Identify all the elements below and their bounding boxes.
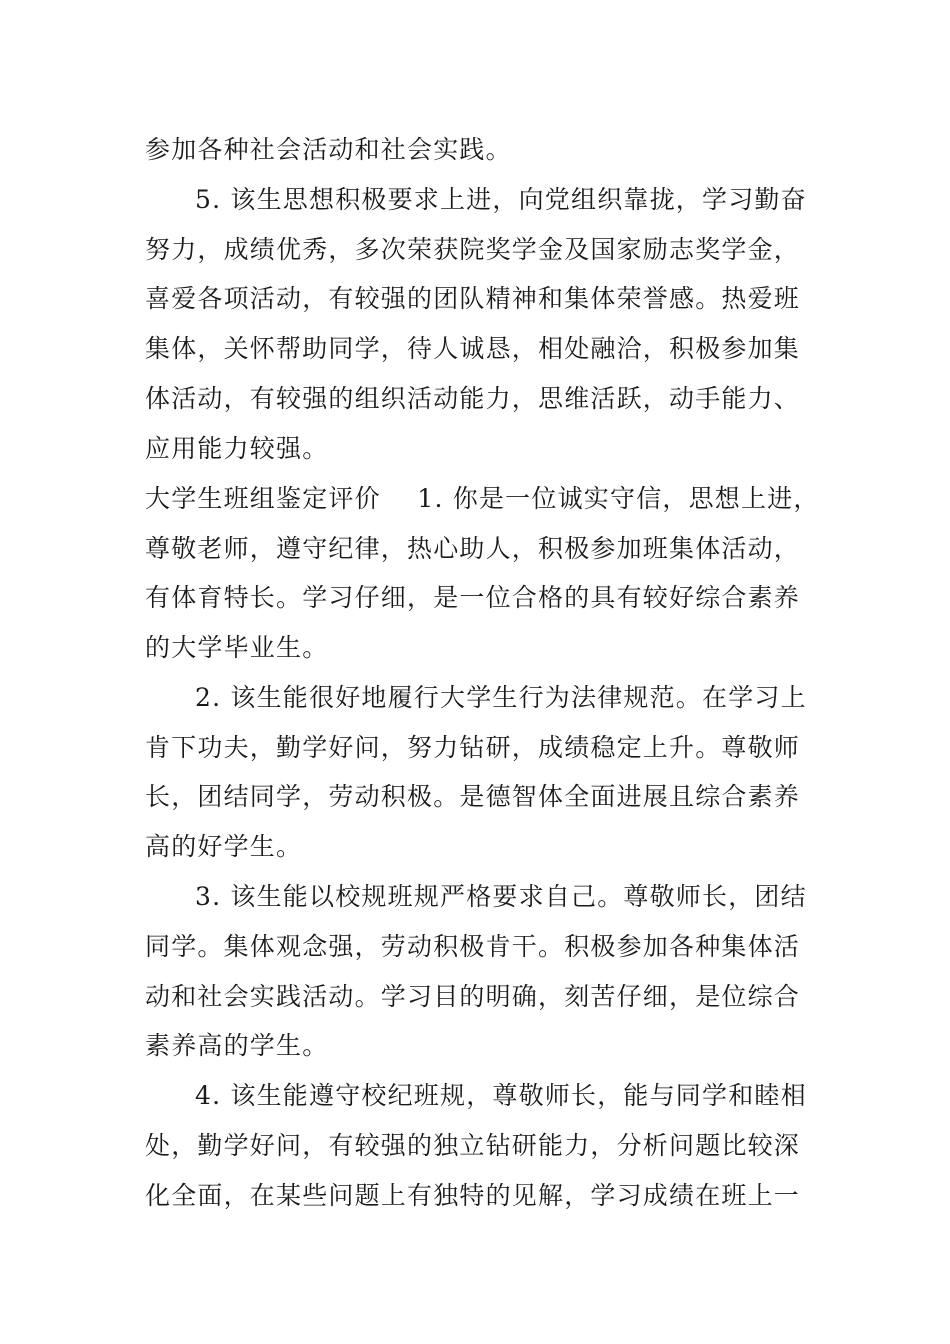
section-heading-line: 大学生班组鉴定评价 1. 你是一位诚实守信，思想上进， (145, 484, 820, 513)
text-line: 处，勤学好问，有较强的独立钻研能力，分析问题比较深 (145, 1131, 801, 1160)
text-line: 肯下功夫，勤学好问，努力钻研，成绩稳定上升。尊敬师 (145, 733, 801, 762)
text-line: 化全面，在某些问题上有独特的见解，学习成绩在班上一 (145, 1181, 801, 1210)
text-line: 尊敬老师，遵守纪律，热心助人，积极参加班集体活动， (145, 534, 801, 563)
text-line: 喜爱各项活动，有较强的团队精神和集体荣誉感。热爱班 (145, 284, 801, 313)
text-line: 应用能力较强。 (145, 434, 329, 463)
text-line: 努力，成绩优秀，多次荣获院奖学金及国家励志奖学金， (145, 235, 801, 264)
text-line: 的大学毕业生。 (145, 633, 329, 662)
text-line: 高的好学生。 (145, 832, 303, 861)
text-line: 有体育特长。学习仔细，是一位合格的具有较好综合素养 (145, 583, 801, 612)
text-line: 长，团结同学，劳动积极。是德智体全面进展且综合素养 (145, 782, 801, 811)
text-line: 素养高的学生。 (145, 1031, 329, 1060)
text-line: 同学。集体观念强，劳动积极肯干。积极参加各种集体活 (145, 932, 801, 961)
text-line: 体活动，有较强的组织活动能力，思维活跃，动手能力、 (145, 384, 801, 413)
text-line: 参加各种社会活动和社会实践。 (145, 135, 512, 164)
text-line: 集体，关怀帮助同学，待人诚恳，相处融洽，积极参加集 (145, 334, 801, 363)
text-line: 动和社会实践活动。学习目的明确，刻苦仔细，是位综合 (145, 982, 801, 1011)
paragraph-3-start: 3. 该生能以校规班规严格要求自己。尊敬师长，团结 (195, 882, 807, 911)
paragraph-2-start: 2. 该生能很好地履行大学生行为法律规范。在学习上 (195, 683, 807, 712)
paragraph-5-start: 5. 该生思想积极要求上进，向党组织靠拢，学习勤奋 (195, 185, 807, 214)
paragraph-4-start: 4. 该生能遵守校纪班规，尊敬师长，能与同学和睦相 (195, 1081, 807, 1110)
